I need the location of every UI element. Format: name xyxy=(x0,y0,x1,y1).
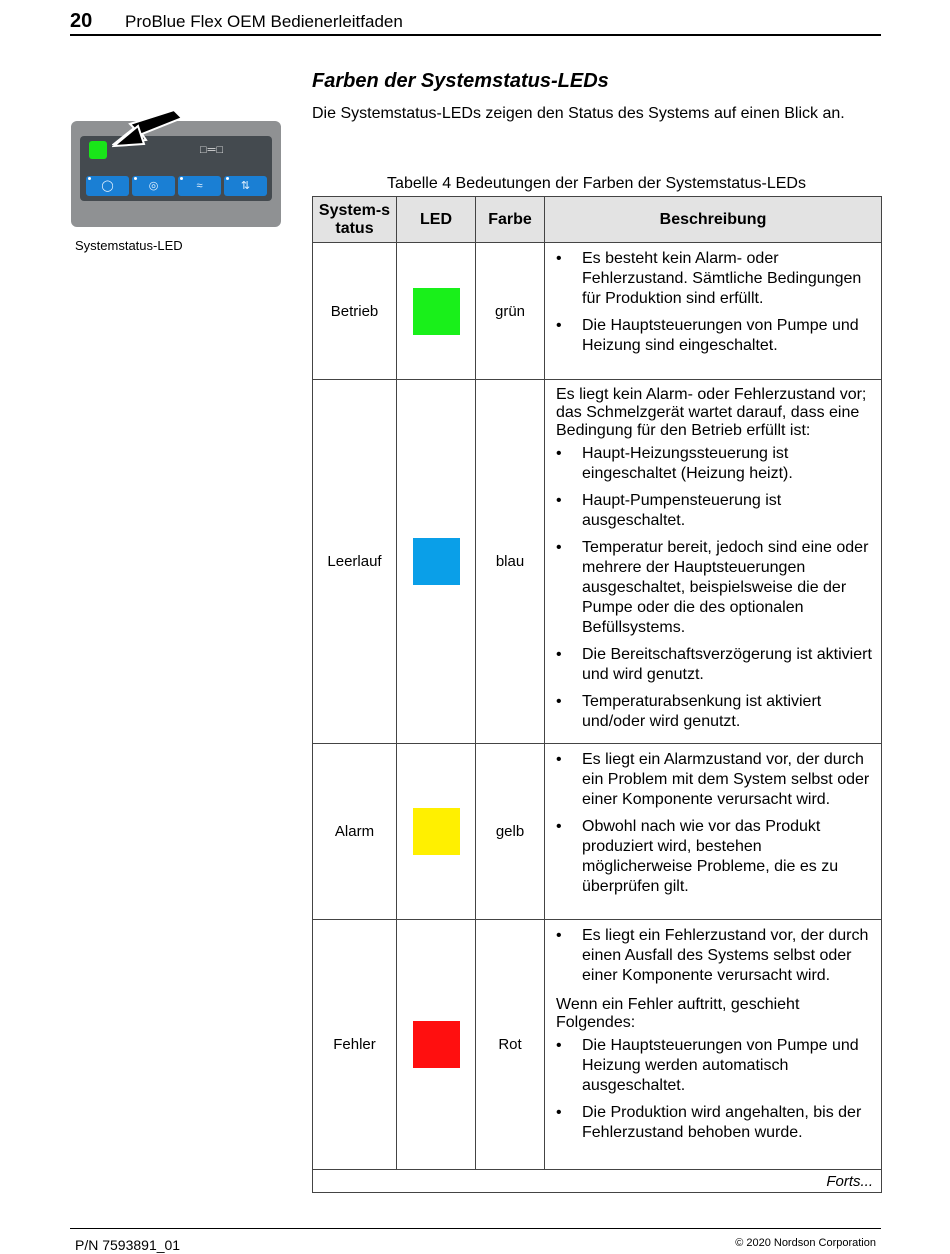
part-number: P/N 7593891_01 xyxy=(75,1237,181,1253)
bullet-list xyxy=(556,249,872,356)
description-intro: Es liegt kein Alarm- oder Fehlerzustand vor; das Schmelzgerät wartet darauf, dass eine Bedingung für den Betrieb erfüllt ist: xyxy=(556,386,867,439)
bullet-item: • Die Hauptsteuerungen von Pumpe und Heizung sind eingeschaltet. xyxy=(556,316,872,356)
pointer-arrow-icon xyxy=(112,104,192,154)
bullet-item: • Es liegt ein Alarmzustand vor, der durch ein Problem mit dem System selbst oder einer Komponente verursacht wird. xyxy=(556,750,872,810)
color-cell: Rot xyxy=(476,920,545,1170)
table-row xyxy=(313,920,882,1170)
bullet-item: • Haupt-Heizungssteuerung ist eingeschaltet (Heizung heizt). xyxy=(556,444,872,484)
description-cell xyxy=(545,243,882,380)
header-status: System-status xyxy=(313,197,397,243)
pump-button-icon: ◯ xyxy=(86,176,129,196)
bullet-item: • Es liegt ein Fehlerzustand vor, der durch einen Ausfall des Systems selbst oder einer Komponente verursacht wird. xyxy=(556,926,872,986)
color-cell: grün xyxy=(476,243,545,380)
continued-note: Forts... xyxy=(313,1170,882,1193)
header-color: Farbe xyxy=(476,197,545,243)
color-cell: blau xyxy=(476,380,545,744)
page-header xyxy=(70,10,881,36)
color-cell: gelb xyxy=(476,744,545,920)
table-caption: Tabelle 4 Bedeutungen der Farben der Systemstatus-LEDs xyxy=(387,175,806,192)
status-cell: Alarm xyxy=(313,744,397,920)
led-cell xyxy=(397,380,476,744)
section-intro: Die Systemstatus-LEDs zeigen den Status des Systems auf einen Blick an. xyxy=(312,105,845,122)
status-led-table xyxy=(312,196,882,1193)
usb-port-icons: □═□ xyxy=(200,144,225,156)
bullet-item: • Temperaturabsenkung ist aktiviert und/oder wird genutzt. xyxy=(556,692,872,732)
table-row xyxy=(313,744,882,920)
document-title: ProBlue Flex OEM Bedienerleitfaden xyxy=(125,12,403,31)
heater-button-icon: ◎ xyxy=(132,176,175,196)
bullet-item: • Haupt-Pumpensteuerung ist ausgeschaltet. xyxy=(556,491,872,531)
bullet-list xyxy=(556,1036,872,1143)
status-cell: Fehler xyxy=(313,920,397,1170)
page-number: 20 xyxy=(70,10,93,32)
led-color-swatch xyxy=(413,808,460,855)
description-cell xyxy=(545,744,882,920)
bullet-item: • Obwohl nach wie vor das Produkt produziert wird, bestehen möglicherweise Probleme, die es zu überprüfen gilt. xyxy=(556,817,872,897)
description-note: Wenn ein Fehler auftritt, geschieht Folgendes: xyxy=(556,996,800,1031)
bluetooth-button-icon: ⇅ xyxy=(224,176,267,196)
header-led: LED xyxy=(397,197,476,243)
section-title: Farben der Systemstatus-LEDs xyxy=(312,70,609,92)
bullet-item: • Die Bereitschaftsverzögerung ist aktiviert und wird genutzt. xyxy=(556,645,872,685)
bullet-list xyxy=(556,444,872,732)
wifi-button-icon: ≈ xyxy=(178,176,221,196)
bullet-list xyxy=(556,926,872,986)
bullet-item: • Temperatur bereit, jedoch sind eine oder mehrere der Hauptsteuerungen ausgeschaltet, beispielsweise die der Pumpe oder die des optionalen Befüllsystems. xyxy=(556,538,872,638)
copyright: © 2020 Nordson Corporation xyxy=(735,1237,876,1249)
status-cell: Leerlauf xyxy=(313,380,397,744)
bullet-item: • Die Hauptsteuerungen von Pumpe und Heizung werden automatisch ausgeschaltet. xyxy=(556,1036,872,1096)
bullet-item: • Die Produktion wird angehalten, bis der Fehlerzustand behoben wurde. xyxy=(556,1103,872,1143)
led-cell xyxy=(397,243,476,380)
system-status-led xyxy=(89,141,107,159)
bullet-item: • Es besteht kein Alarm- oder Fehlerzustand. Sämtliche Bedingungen für Produktion sind erfüllt. xyxy=(556,249,872,309)
description-cell xyxy=(545,920,882,1170)
header-description: Beschreibung xyxy=(545,197,882,243)
page-footer xyxy=(70,1228,881,1253)
figure-caption: Systemstatus-LED xyxy=(75,238,183,253)
led-color-swatch xyxy=(413,1021,460,1068)
led-cell xyxy=(397,744,476,920)
description-cell xyxy=(545,380,882,744)
table-row xyxy=(313,380,882,744)
status-cell: Betrieb xyxy=(313,243,397,380)
led-color-swatch xyxy=(413,288,460,335)
led-cell xyxy=(397,920,476,1170)
table-header-row xyxy=(313,197,882,243)
bullet-list xyxy=(556,750,872,897)
led-color-swatch xyxy=(413,538,460,585)
table-row xyxy=(313,243,882,380)
